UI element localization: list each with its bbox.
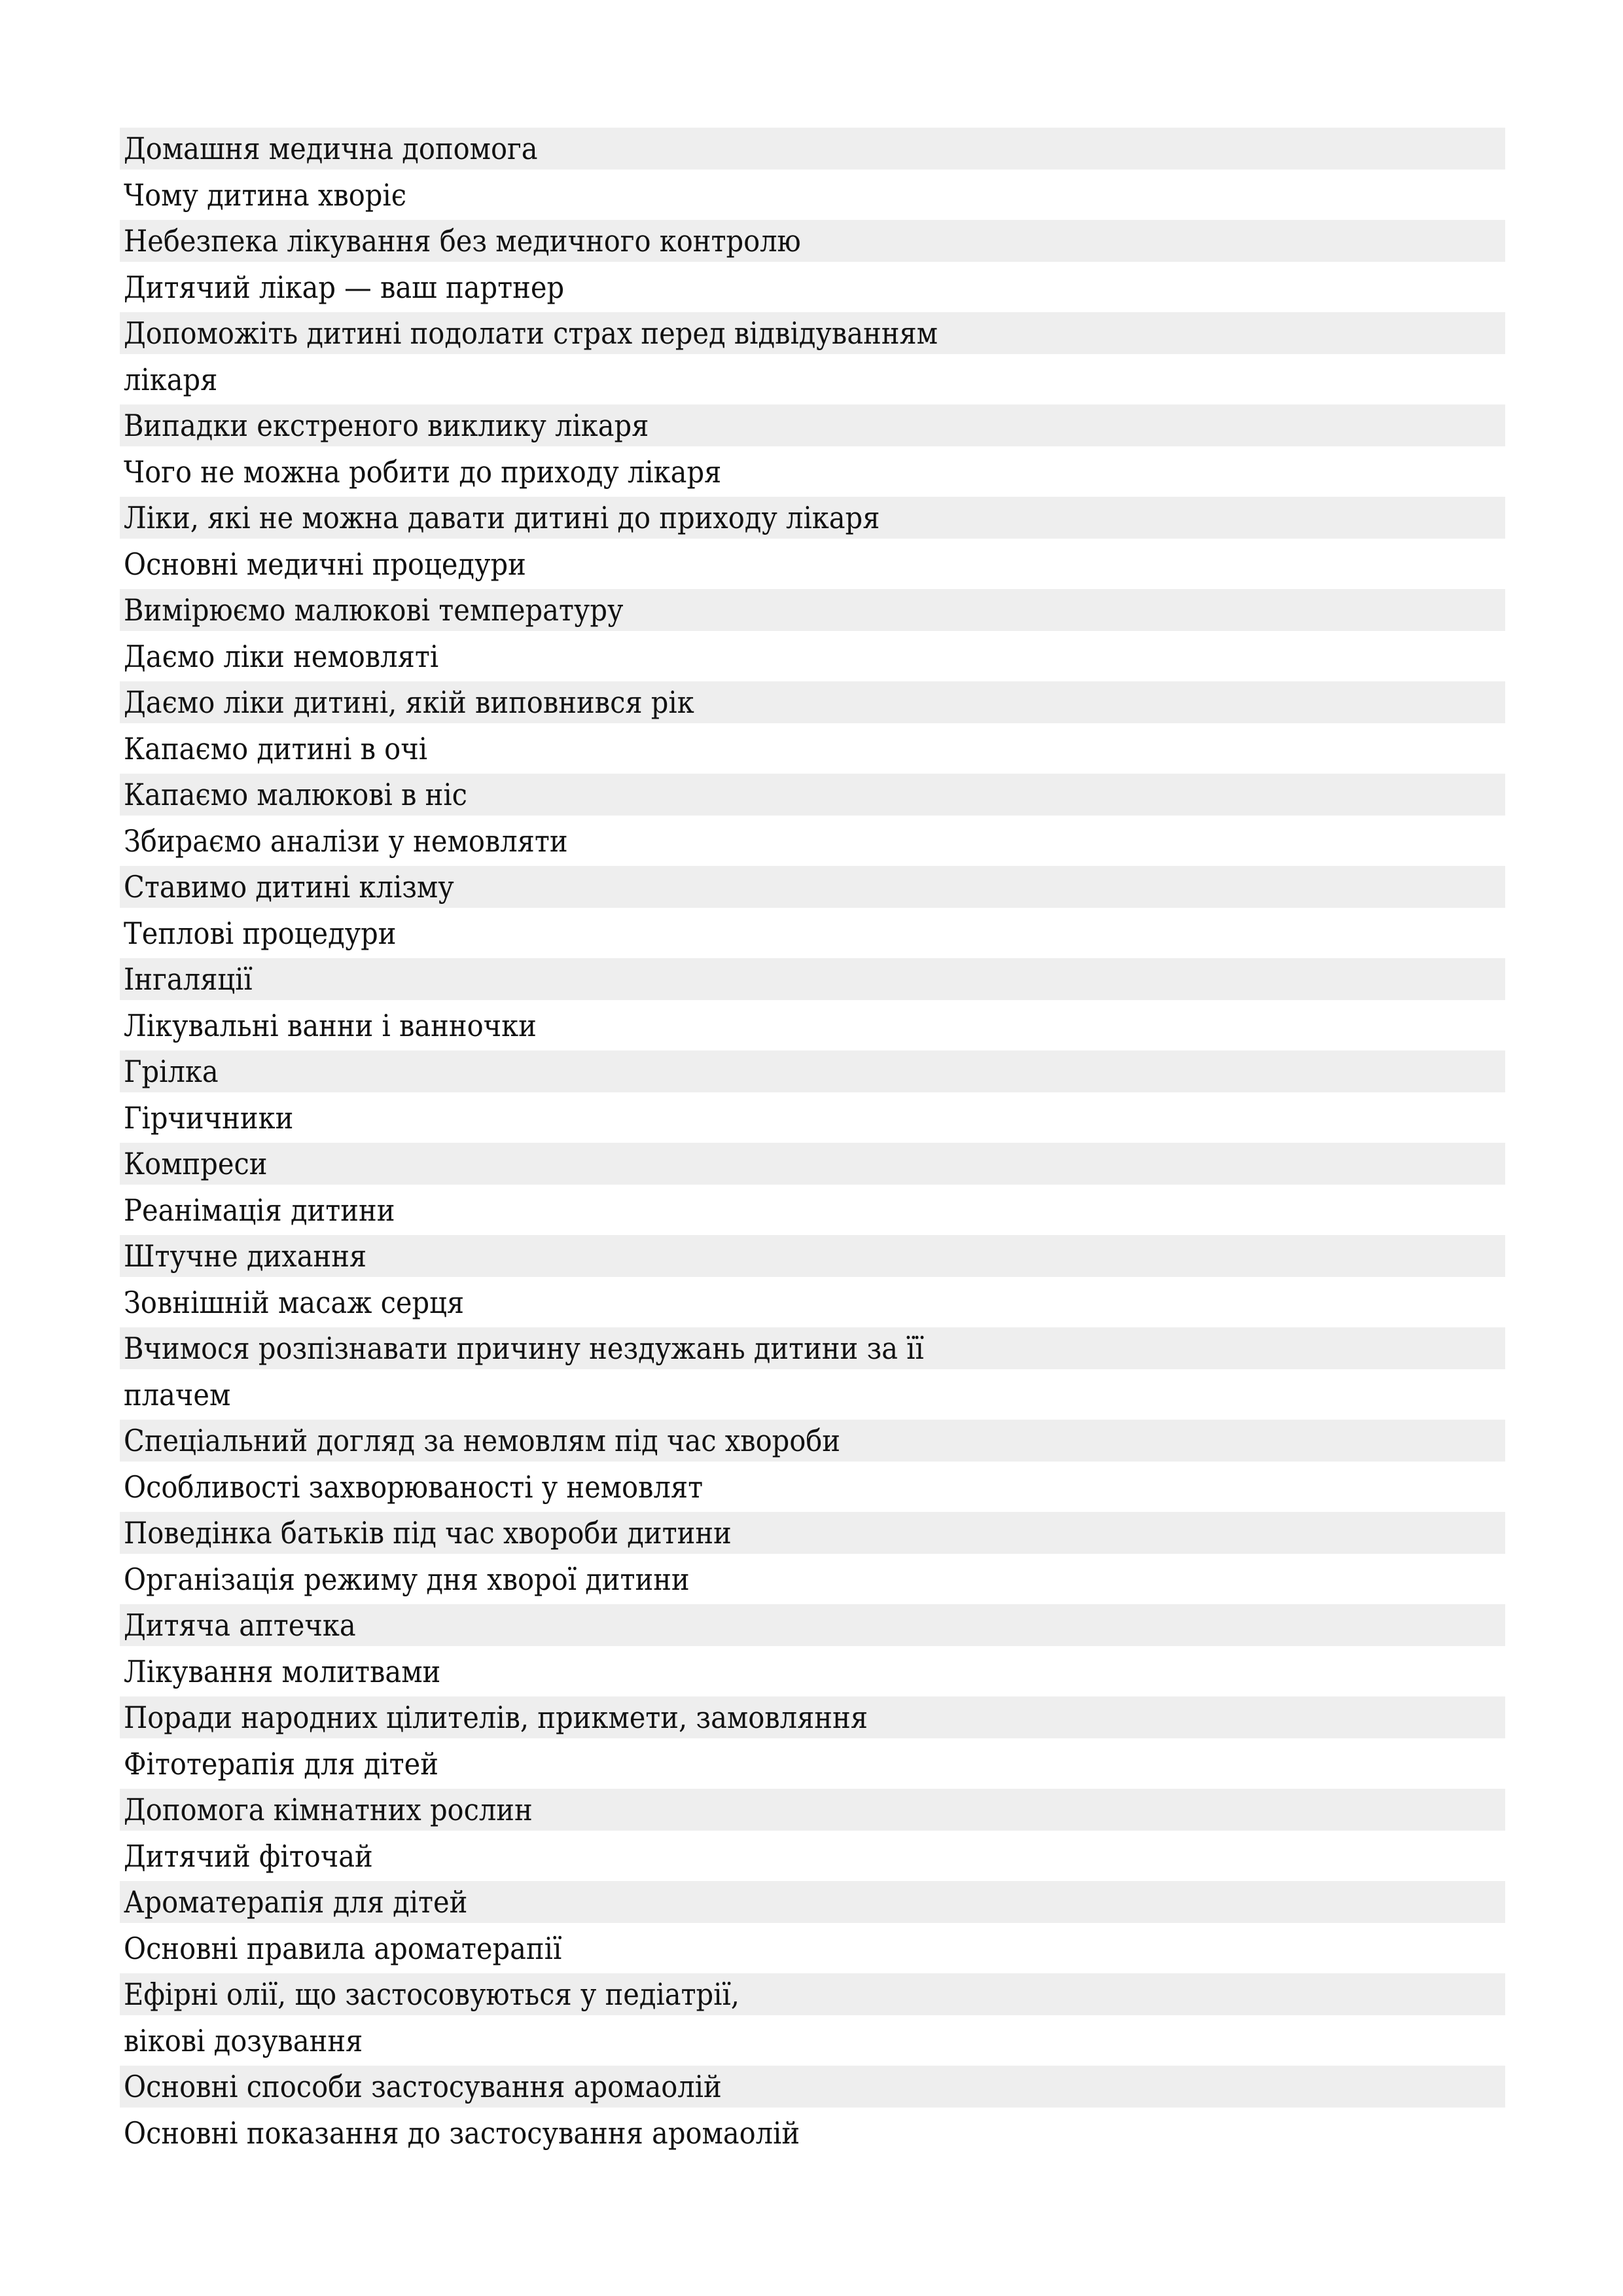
- toc-line: [120, 2066, 1505, 2108]
- toc-line-text: Основні показання до застосування аромаолій: [124, 2115, 800, 2151]
- toc-line-text: Основні способи застосування аромаолій: [124, 2069, 722, 2104]
- toc-line: [120, 220, 1505, 262]
- toc-line: [120, 1420, 1505, 1462]
- toc-line-text: Теплові процедури: [124, 915, 397, 951]
- toc-line: [120, 866, 1505, 908]
- toc-line: [120, 543, 1505, 585]
- toc-line-text: вікові дозування: [124, 2022, 363, 2058]
- toc-line-text: Лікувальні ванни і ванночки: [124, 1007, 537, 1043]
- toc-line-text: Дитячий лікар — ваш партнер: [124, 269, 565, 305]
- toc-line: [120, 1327, 1505, 1369]
- toc-line-text: Вимірюємо малюкові температуру: [124, 592, 624, 628]
- toc-line: [120, 1789, 1505, 1831]
- toc-line-text: Небезпека лікування без медичного контролю: [124, 223, 801, 259]
- toc-line-text: Чого не можна робити до приходу лікаря: [124, 454, 722, 490]
- toc-line-text: Даємо ліки дитині, якій виповнився рік: [124, 685, 694, 720]
- toc-line: [120, 2112, 1505, 2154]
- toc-line: [120, 1696, 1505, 1738]
- toc-line-text: Допомога кімнатних рослин: [124, 1792, 533, 1827]
- toc-line: [120, 1743, 1505, 1785]
- toc-line: [120, 774, 1505, 816]
- toc-line-text: Зовнішній масаж серця: [124, 1284, 465, 1320]
- toc-line-text: Вчимося розпізнавати причину нездужань дитини за її: [124, 1331, 924, 1366]
- toc-line-text: Домашня медична допомога: [124, 131, 538, 166]
- toc-line-text: Чому дитина хворіє: [124, 177, 407, 213]
- toc-line-text: Збираємо аналізи у немовляти: [124, 823, 568, 859]
- toc-line-text: Штучне дихання: [124, 1238, 367, 1274]
- toc-line-text: Лікування молитвами: [124, 1653, 441, 1689]
- toc-line: [120, 1050, 1505, 1092]
- toc-line-text: Даємо ліки немовляті: [124, 638, 439, 674]
- toc-line: [120, 1005, 1505, 1047]
- toc-line: [120, 1651, 1505, 1693]
- toc-line-text: Реанімація дитини: [124, 1192, 395, 1228]
- toc-line: [120, 2020, 1505, 2062]
- toc-line-text: Спеціальний догляд за немовлям під час хвороби: [124, 1423, 841, 1458]
- toc-line: [120, 958, 1505, 1000]
- toc-line: [120, 820, 1505, 862]
- toc-line-text: Ліки, які не можна давати дитині до приходу лікаря: [124, 500, 880, 535]
- toc-line-text: Поради народних цілителів, прикмети, замовляння: [124, 1700, 868, 1735]
- toc-line-text: Фітотерапія для дітей: [124, 1746, 438, 1782]
- toc-line: [120, 728, 1505, 770]
- toc-line-text: Особливості захворюваності у немовлят: [124, 1469, 704, 1505]
- toc-line: [120, 404, 1505, 446]
- toc-line: [120, 1189, 1505, 1231]
- toc-line: [120, 1143, 1505, 1185]
- toc-line-text: Випадки екстреного виклику лікаря: [124, 408, 649, 443]
- toc-line-text: Грілка: [124, 1054, 219, 1089]
- toc-line-text: Ефірні олії, що застосовуються у педіатрії,: [124, 1977, 740, 2012]
- toc-line: [120, 681, 1505, 723]
- toc-line-text: Капаємо дитині в очі: [124, 730, 428, 766]
- toc-line: [120, 1604, 1505, 1646]
- toc-line-text: Ставимо дитині клізму: [124, 869, 454, 905]
- toc-line-text: плачем: [124, 1376, 231, 1412]
- toc-line: [120, 1881, 1505, 1923]
- toc-line: [120, 497, 1505, 539]
- toc-line-text: лікаря: [124, 361, 218, 397]
- toc-line-text: Основні медичні процедури: [124, 546, 526, 582]
- toc-line-text: Інгаляції: [124, 961, 253, 997]
- toc-line: [120, 266, 1505, 308]
- toc-line-text: Основні правила ароматерапії: [124, 1930, 562, 1966]
- toc-line: [120, 636, 1505, 677]
- toc-line: [120, 359, 1505, 401]
- toc-line: [120, 1282, 1505, 1323]
- toc-line: [120, 1512, 1505, 1554]
- toc-line: [120, 1374, 1505, 1416]
- toc-line-text: Дитяча аптечка: [124, 1607, 356, 1643]
- toc-line-text: Дитячий фіточай: [124, 1838, 373, 1874]
- toc-line-text: Організація режиму дня хворої дитини: [124, 1561, 690, 1597]
- toc-line-text: Допоможіть дитині подолати страх перед відвідуванням: [124, 315, 938, 351]
- toc-line-text: Компреси: [124, 1146, 268, 1181]
- toc-line: [120, 451, 1505, 493]
- toc-line: [120, 174, 1505, 216]
- toc-line: [120, 1835, 1505, 1877]
- toc-line: [120, 128, 1505, 170]
- table-of-contents: [120, 128, 1505, 2158]
- toc-line-text: Гірчичники: [124, 1100, 294, 1136]
- toc-line: [120, 1928, 1505, 1969]
- toc-line: [120, 1097, 1505, 1139]
- toc-line-text: Капаємо малюкові в ніс: [124, 777, 467, 812]
- toc-line: [120, 1466, 1505, 1508]
- toc-line: [120, 1973, 1505, 2015]
- toc-line-text: Поведінка батьків під час хвороби дитини: [124, 1515, 732, 1551]
- toc-line-text: Ароматерапія для дітей: [124, 1884, 468, 1920]
- toc-line: [120, 312, 1505, 354]
- toc-line: [120, 912, 1505, 954]
- toc-line: [120, 589, 1505, 631]
- toc-line: [120, 1558, 1505, 1600]
- toc-line: [120, 1235, 1505, 1277]
